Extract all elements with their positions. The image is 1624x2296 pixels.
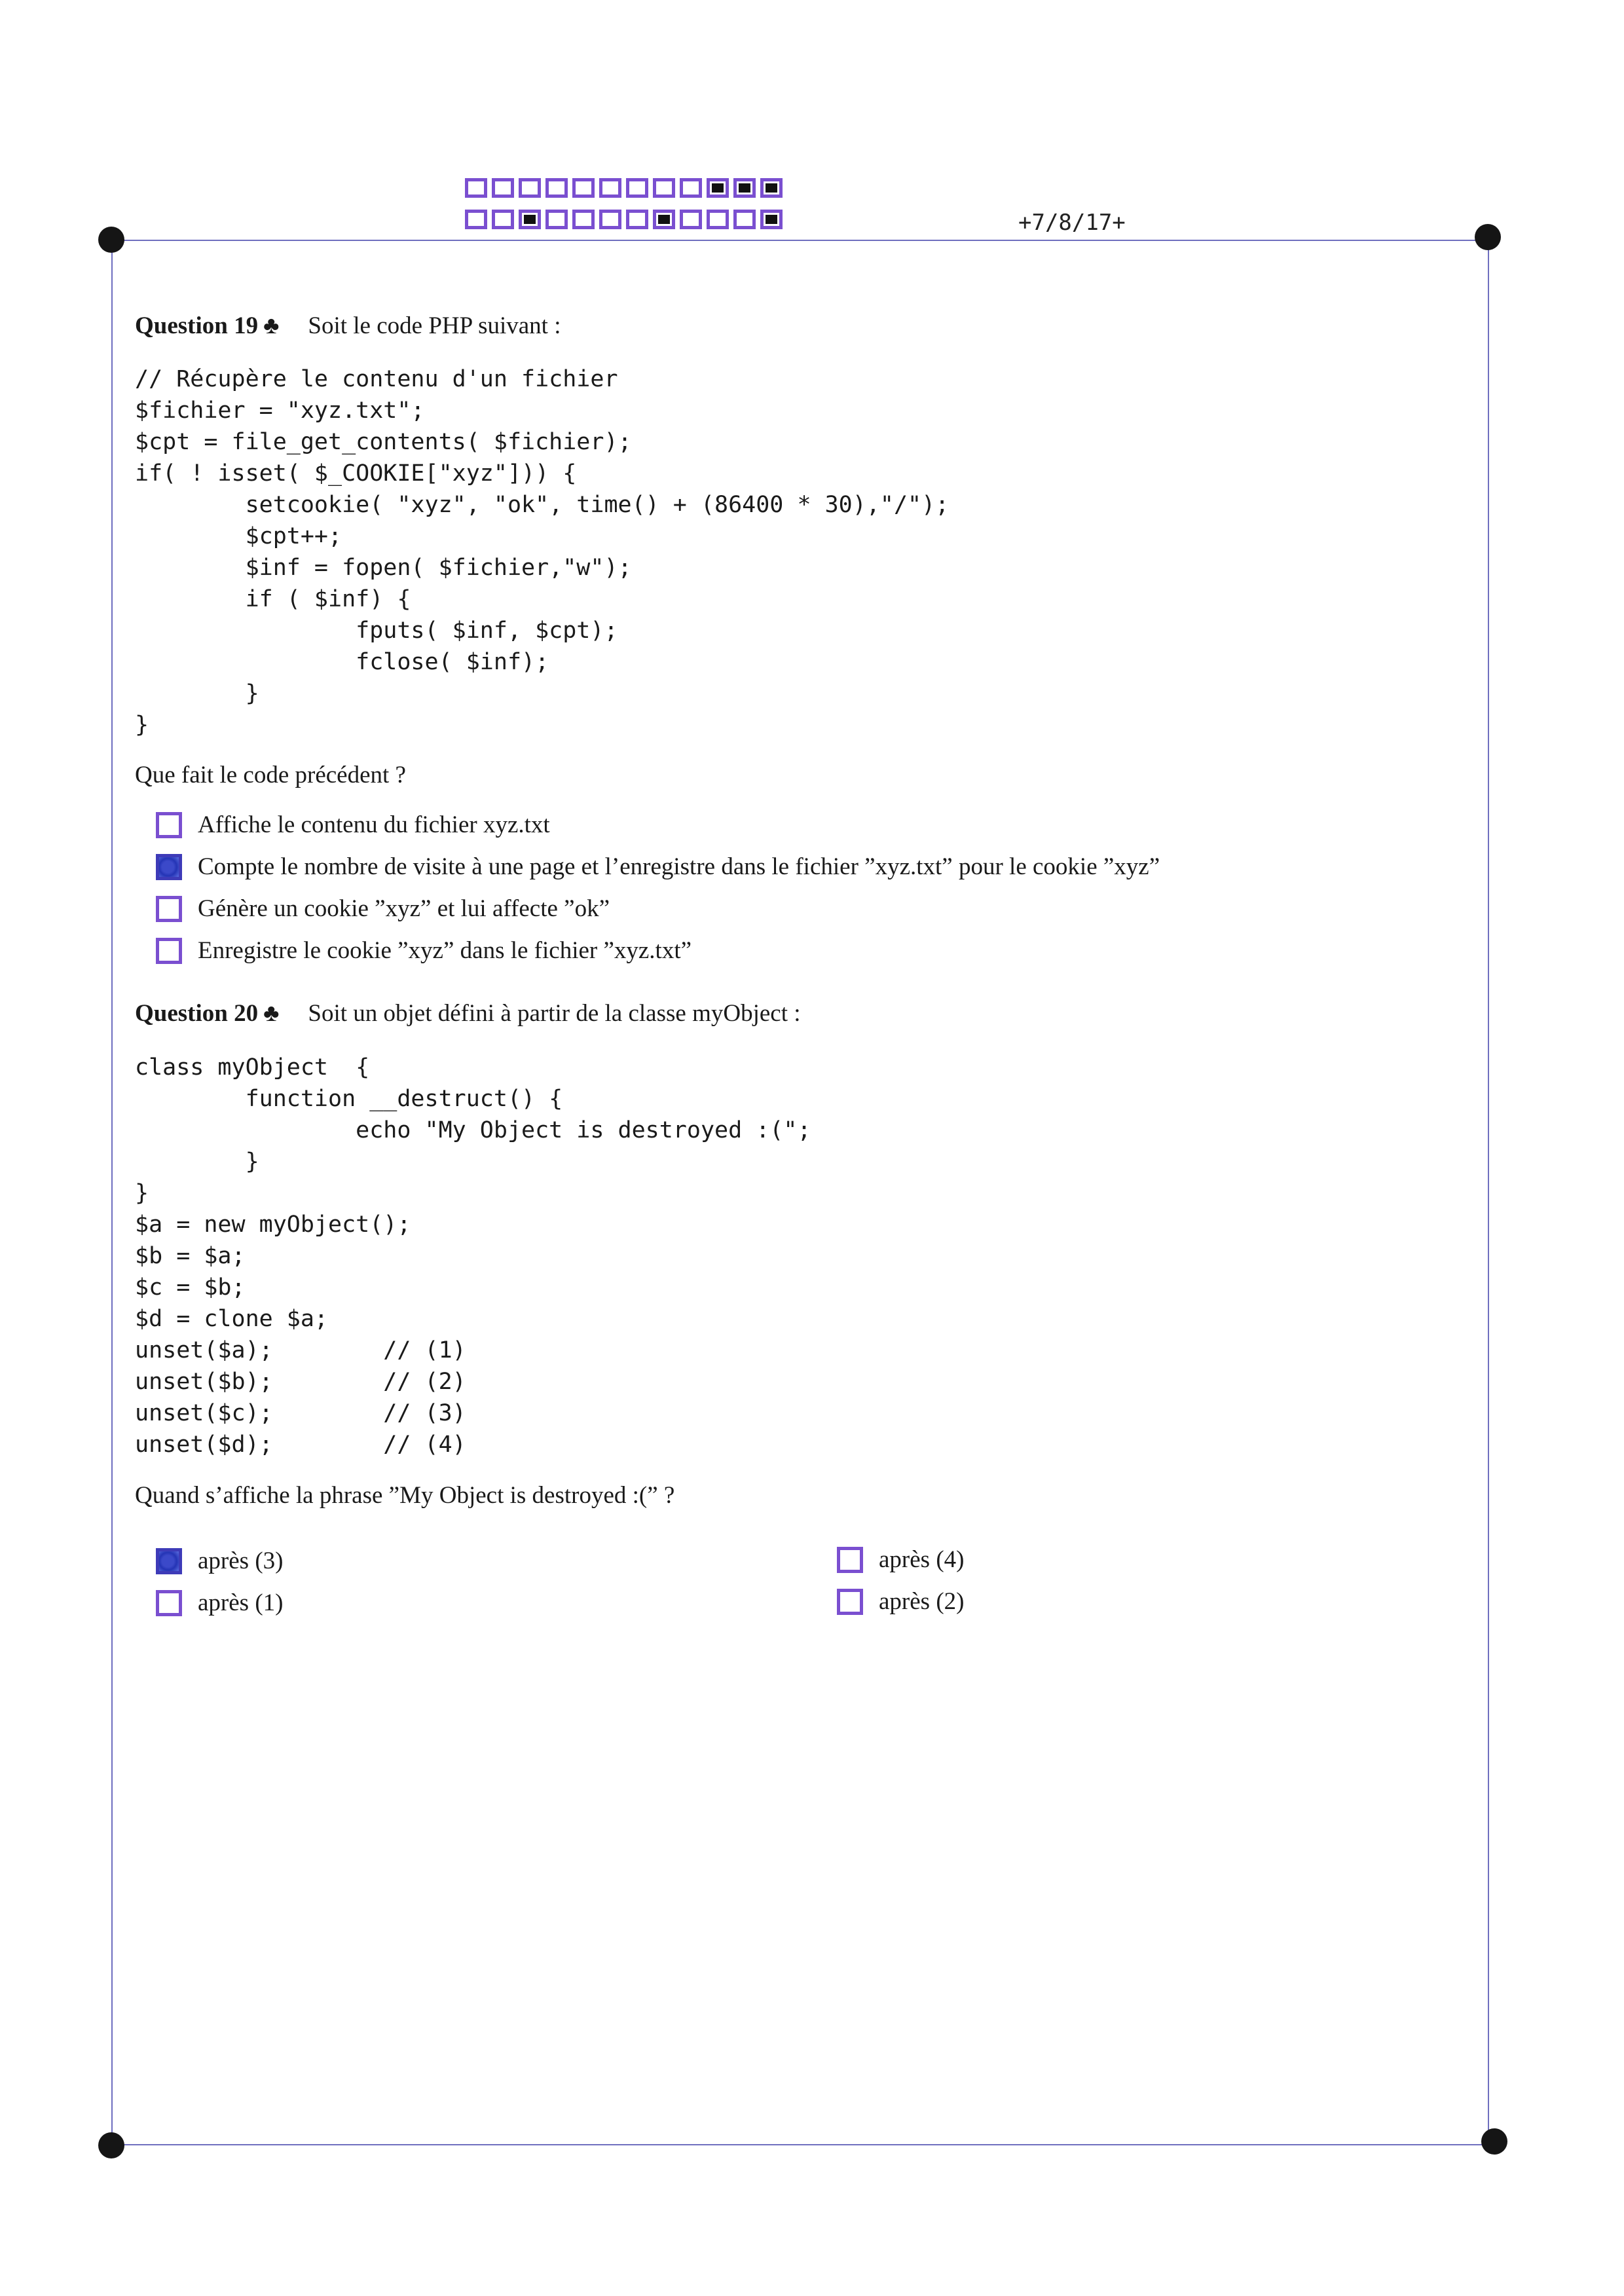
- answer-checkbox[interactable]: [156, 938, 182, 964]
- code-cell: [465, 178, 487, 198]
- code-cell: [653, 178, 675, 198]
- q19-answer-1[interactable]: [156, 811, 550, 839]
- question-19-prompt: Que fait le code précédent ?: [135, 762, 406, 788]
- code-cell: [465, 210, 487, 229]
- code-cell: [626, 178, 648, 198]
- code-cell: [760, 178, 783, 198]
- answer-label: après (1): [198, 1589, 284, 1616]
- question-19-code: // Récupère le contenu d'un fichier $fichier = "xyz.txt"; $cpt = file_get_contents( $fichier); if( ! isset( $_COOKIE["xyz"])) { setcookie( "xyz", "ok", time() + (86400 * 30),"/"); $cpt++; $inf = fopen( $fichier,"w"); if ( $inf) { fputs( $inf, $cpt); fclose( $inf); } }: [135, 366, 950, 738]
- code-cell: [572, 210, 595, 229]
- page-id: +7/8/17+: [1018, 210, 1126, 236]
- code-cell: [707, 178, 729, 198]
- question-20-intro: Soit un objet défini à partir de la classe myObject :: [308, 1000, 801, 1027]
- code-cell: [733, 178, 756, 198]
- answer-label: après (2): [879, 1588, 965, 1615]
- club-icon: ♣: [263, 312, 280, 339]
- answer-label: après (3): [198, 1547, 284, 1574]
- answer-label: après (4): [879, 1546, 965, 1573]
- question-20-code: class myObject { function __destruct() { echo "My Object is destroyed :("; } } $a = new myObject(); $b = $a; $c = $b; $d = clone $a; unset($a); // (1) unset($b); // (2) unset($c); // (3) unset($d); // (4): [135, 1054, 811, 1458]
- frame-top-line: [111, 240, 1486, 241]
- q20-answer-2[interactable]: [156, 1589, 283, 1617]
- corner-mark-top-left: [98, 227, 124, 253]
- answer-label: Génère un cookie ”xyz” et lui affecte ”ok”: [198, 895, 610, 922]
- code-cell: [653, 210, 675, 229]
- club-icon: ♣: [263, 1000, 280, 1027]
- answer-checkbox[interactable]: [156, 896, 182, 922]
- code-cell: [680, 178, 702, 198]
- answer-checkbox[interactable]: [837, 1589, 863, 1615]
- code-cell: [733, 210, 756, 229]
- answer-checkbox[interactable]: [837, 1547, 863, 1573]
- answer-checkbox[interactable]: [156, 1548, 182, 1574]
- answer-label: Compte le nombre de visite à une page et l’enregistre dans le fichier ”xyz.txt” pour le cookie ”xyz”: [198, 853, 1160, 880]
- question-20-label: Question 20: [135, 1000, 259, 1027]
- amc-code-row-1: [465, 178, 787, 198]
- answer-checkbox[interactable]: [156, 812, 182, 838]
- code-cell: [680, 210, 702, 229]
- answer-label: Enregistre le cookie ”xyz” dans le fichier ”xyz.txt”: [198, 937, 692, 964]
- question-19-title: [135, 312, 561, 340]
- code-cell: [492, 178, 514, 198]
- q19-answer-4[interactable]: [156, 936, 692, 965]
- code-cell: [572, 178, 595, 198]
- q20-answer-4[interactable]: [837, 1587, 964, 1616]
- code-cell: [760, 210, 783, 229]
- code-cell: [519, 178, 541, 198]
- question-20-prompt: Quand s’affiche la phrase ”My Object is destroyed :(” ?: [135, 1482, 675, 1509]
- code-cell: [599, 178, 621, 198]
- q19-answer-2[interactable]: [156, 853, 1160, 881]
- question-20-title: [135, 999, 801, 1028]
- question-19-intro: Soit le code PHP suivant :: [308, 312, 561, 339]
- code-cell: [519, 210, 541, 229]
- code-cell: [626, 210, 648, 229]
- answer-checkbox[interactable]: [156, 1590, 182, 1616]
- code-cell: [707, 210, 729, 229]
- q19-answer-3[interactable]: [156, 895, 610, 923]
- frame-bottom-line: [111, 2144, 1493, 2145]
- frame-left-line: [111, 240, 113, 2145]
- corner-mark-top-right: [1475, 224, 1501, 250]
- code-cell: [545, 178, 568, 198]
- frame-right-line: [1488, 240, 1489, 2145]
- code-cell: [599, 210, 621, 229]
- answer-checkbox[interactable]: [156, 854, 182, 880]
- code-cell: [492, 210, 514, 229]
- corner-mark-bottom-right: [1481, 2128, 1507, 2155]
- corner-mark-bottom-left: [98, 2132, 124, 2158]
- question-19-label: Question 19: [135, 312, 259, 339]
- amc-code-row-2: [465, 210, 787, 229]
- code-cell: [545, 210, 568, 229]
- q20-answer-1[interactable]: [156, 1547, 283, 1575]
- answer-label: Affiche le contenu du fichier xyz.txt: [198, 811, 550, 838]
- q20-answer-3[interactable]: [837, 1546, 964, 1574]
